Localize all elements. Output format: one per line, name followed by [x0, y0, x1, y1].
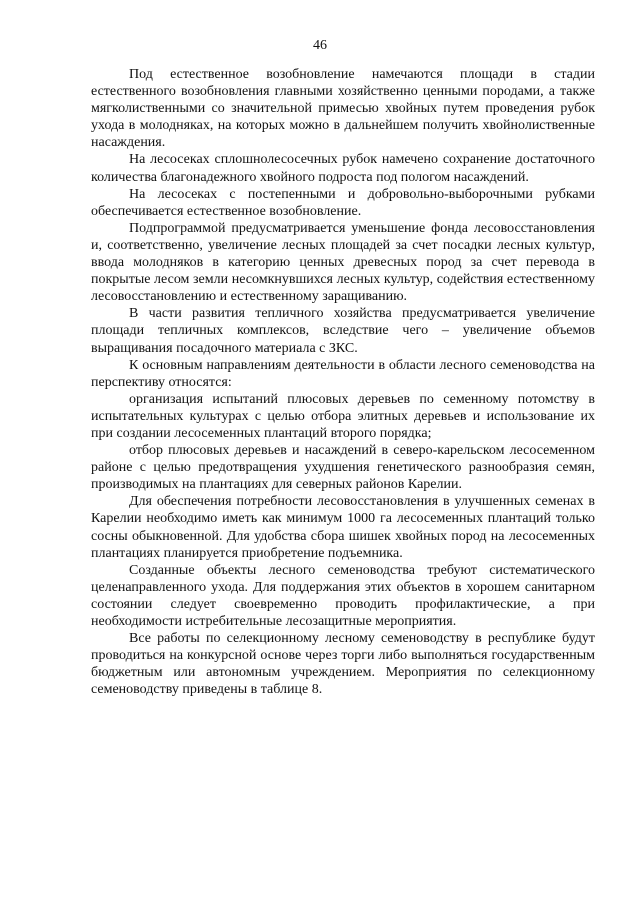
paragraph-natural-regeneration-areas: Под естественное возобновление намечаются площади в стадии естественного возобновления главными хозяйственно ценными породами, а также мягколиственными со значительной примесью хвойных путем проведения рубок ухода в молодняках, на которых можно в дальнейшем получить хвойнолиственные насаждения.	[91, 67, 595, 151]
paragraph-subprogram-reforestation: Подпрограммой предусматривается уменьшение фонда лесовосстановления и, соответственно, увеличение лесных площадей за счет посадки лесных культур, ввода молодняков в категорию ценных древесных пород за счет перевода в покрытые лесом земли несомкнувшихся лесных культур, содействия естественному лесовосстановлению и естественному заращиванию.	[91, 220, 595, 305]
paragraph-clear-cut-undergrowth: На лесосеках сплошнолесосечных рубок намечено сохранение достаточного количества благонадежного хвойного подроста под пологом насаждений.	[91, 152, 595, 185]
paragraph-selective-cutting: На лесосеках с постепенными и добровольно-выборочными рубками обеспечивается естественное возобновление.	[91, 186, 595, 219]
page-number: 46	[313, 38, 327, 53]
paragraph-seed-plantations: Для обеспечения потребности лесовосстановления в улучшенных семенах в Карелии необходимо иметь как минимум 1000 га лесосеменных плантаций только сосны обыкновенной. Для удобства сбора шишек хвойных пород на лесосеменных плантациях планируется приобретение подъемника.	[91, 494, 595, 561]
paragraph-seed-objects-care: Созданные объекты лесного семеноводства требуют систематического целенаправленного ухода. Для поддержания этих объектов в хорошем санитарном состоянии следует своевременно проводить профилактические, а при необходимости истребительные лесозащитные мероприятия.	[91, 562, 595, 629]
paragraph-plus-trees-testing: организация испытаний плюсовых деревьев по семенному потомству в испытательных культурах с целью отбора элитных деревьев и использование их при создании лесосеменных плантаций второго порядка;	[91, 391, 595, 441]
paragraph-works-tender: Все работы по селекционному лесному семеноводству в республике будут проводиться на конкурсной основе через торги либо выполняться государственным бюджетным или автономным учреждением. Мероприятия по селекционному семеноводству приведены в таблице 8.	[91, 631, 595, 698]
paragraph-seed-directions-intro: К основным направлениям деятельности в области лесного семеноводства на перспективу относятся:	[91, 357, 595, 390]
paragraph-greenhouse: В части развития тепличного хозяйства предусматривается увеличение площади тепличных комплексов, вследствие чего – увеличение объемов выращивания посадочного материала с ЗКС.	[91, 306, 595, 356]
body-text	[91, 66, 595, 698]
paragraph-plus-trees-selection: отбор плюсовых деревьев и насаждений в северо-карельском лесосеменном районе с целью предотвращения ухудшения генетического разнообразия семян, производимых на плантациях для северных районов Карелии.	[91, 443, 595, 493]
